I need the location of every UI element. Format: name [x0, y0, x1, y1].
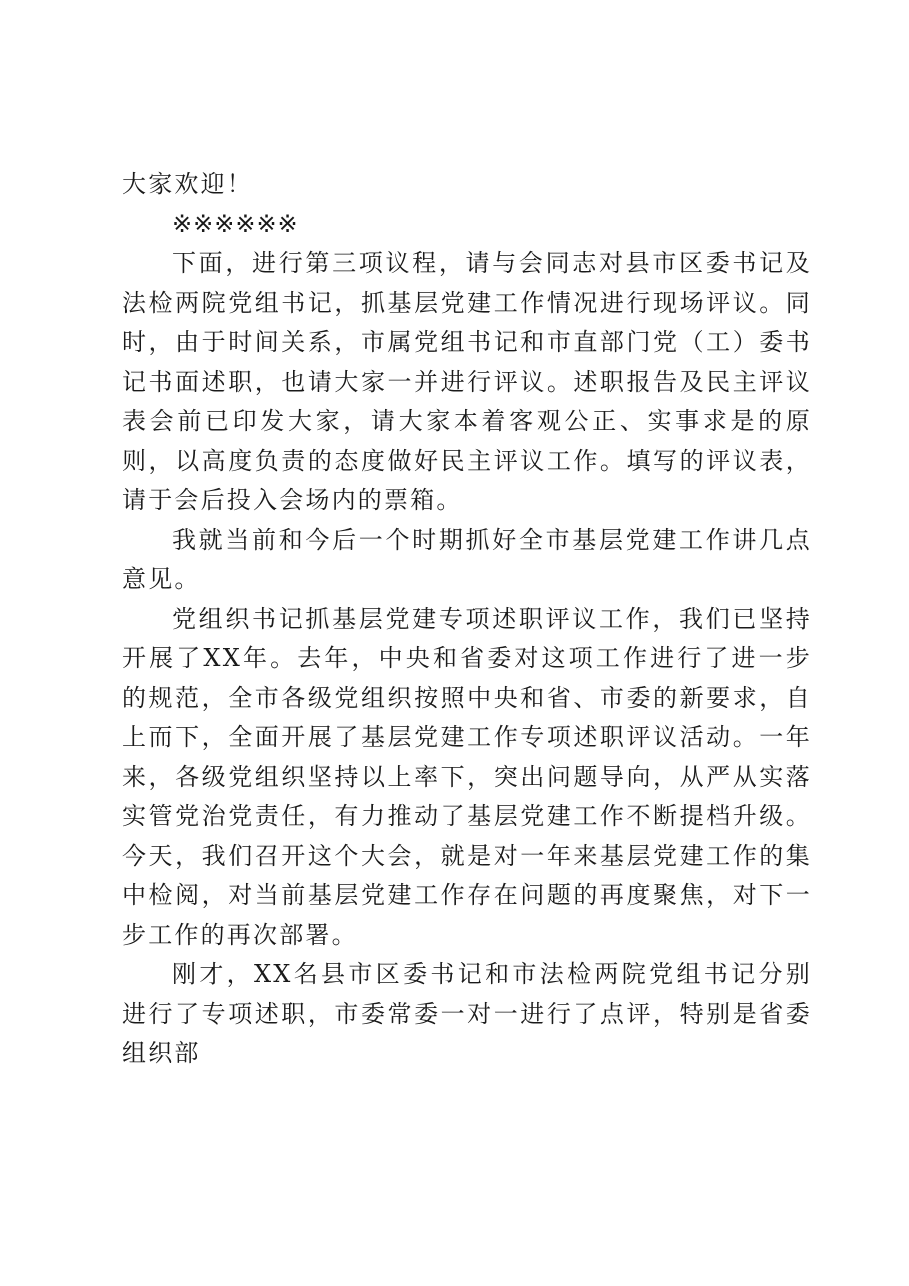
paragraph-just-now: 刚才，XX名县市区委书记和市法检两院党组书记分别进行了专项述职，市委常委一对一进行了点评，特别是省委组织部	[122, 960, 812, 1067]
paragraph-review-work: 党组织书记抓基层党建专项述职评议工作，我们已坚持开展了XX年。去年，中央和省委对这项工作进行了进一步的规范，全市各级党组织按照中央和省、市委的新要求，自上而下，全面开展了基层党建工作专项述职评议活动。一年来，各级党组织坚持以上率下，突出问题导向，从严从实落实管党治党责任，有力推动了基层党建工作不断提档升级。今天，我们召开这个大会，就是对一年来基层党建工作的集中检阅，对当前基层党建工作存在问题的再度聚焦，对下一步工作的再次部署。	[122, 604, 812, 949]
section-separator: ※※※※※※	[172, 209, 299, 238]
paragraph-agenda: 下面，进行第三项议程，请与会同志对县市区委书记及法检两院党组书记，抓基层党建工作情况进行现场评议。同时，由于时间关系，市属党组书记和市直部门党（工）委书记书面述职，也请大家一并进行评议。述职报告及民主评议表会前已印发大家，请大家本着客观公正、实事求是的原则，以高度负责的态度做好民主评议工作。填写的评议表，请于会后投入会场内的票箱。	[122, 249, 812, 514]
paragraph-opinions-intro: 我就当前和今后一个时期抓好全市基层党建工作讲几点意见。	[122, 525, 812, 593]
paragraph-welcome: 大家欢迎！	[122, 170, 253, 198]
document-body	[122, 165, 812, 1074]
